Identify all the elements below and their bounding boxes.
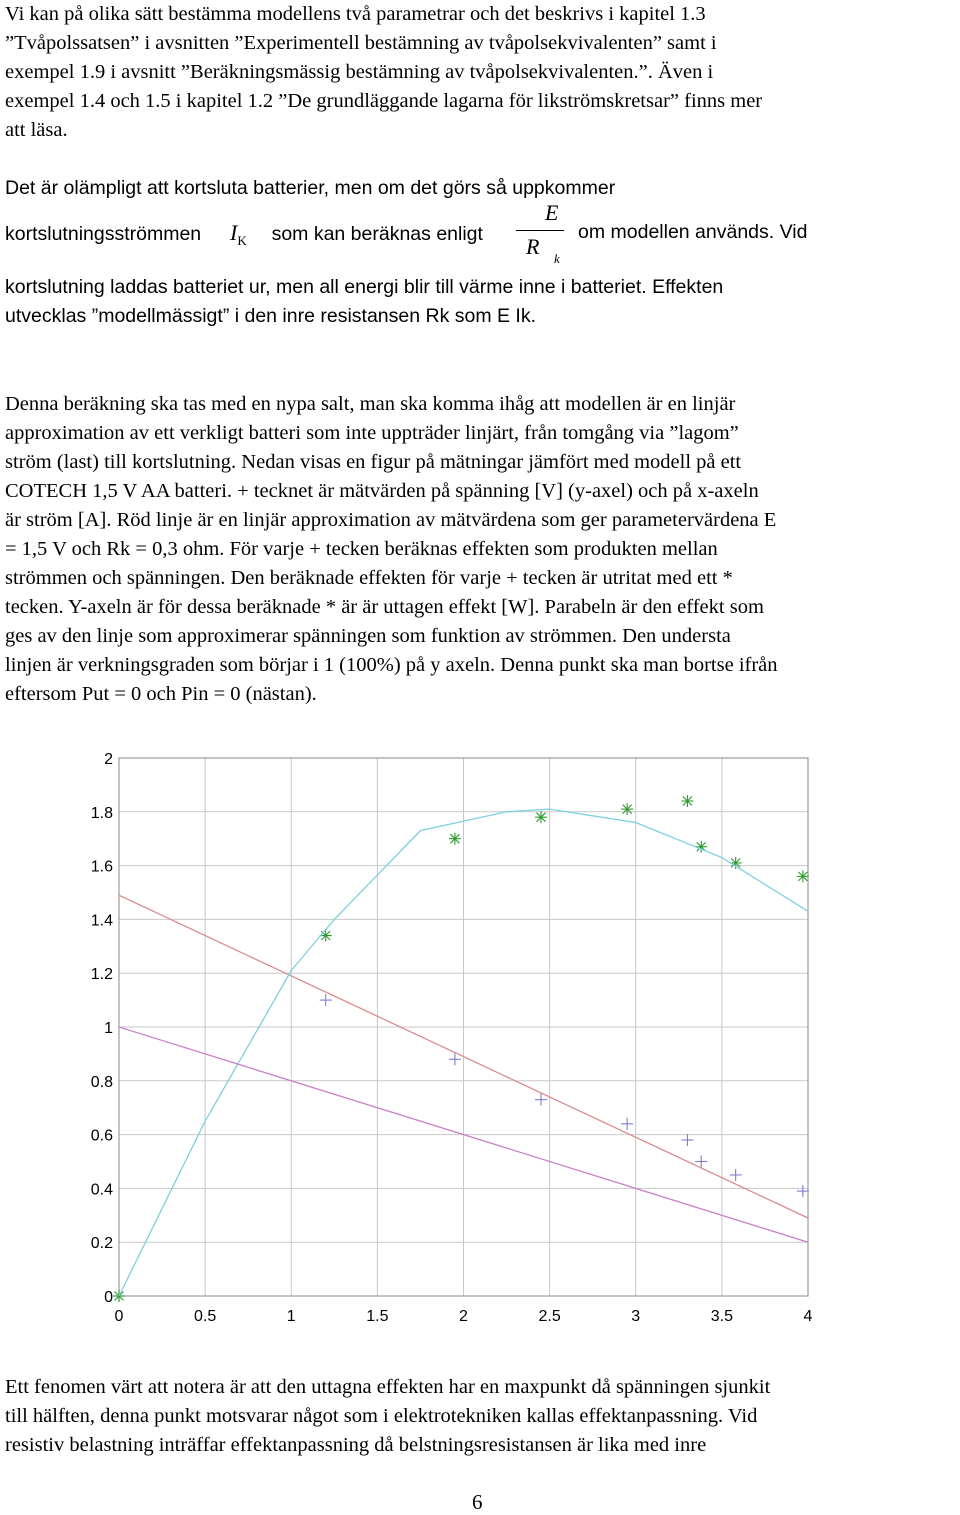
x-tick-label: 3.5 [710, 1308, 733, 1325]
fraction-numerator: E [545, 200, 559, 225]
paragraph-3-line-11: eftersom Put = 0 och Pin = 0 (nästan). [5, 683, 317, 705]
measurement-chart [0, 740, 960, 1340]
x-tick-label: 2.5 [538, 1308, 561, 1325]
plus-marker [797, 1185, 809, 1197]
symbol-I: I [230, 220, 238, 245]
paragraph-3-line-4: COTECH 1,5 V AA batteri. + tecknet är mätvärden på spänning [V] (y-axel) och på x-axeln [5, 480, 759, 502]
x-tick-label: 4 [803, 1308, 813, 1325]
paragraph-4-line-3: resistiv belastning inträffar effektanpassning då belstningsresistansen är lika med inre [5, 1434, 707, 1456]
star-marker [681, 795, 693, 807]
paragraph-3-line-5: är ström [A]. Röd linje är en linjär approximation av mätvärdena som ger parametervärdena E [5, 509, 777, 531]
y-tick-label: 0 [104, 1289, 113, 1306]
y-tick-label: 1.8 [90, 804, 113, 822]
x-tick-label: 2 [459, 1308, 468, 1325]
y-tick-label: 1.2 [90, 966, 113, 984]
page-number: 6 [472, 1490, 483, 1514]
paragraph-3-line-9: ges av den linje som approximerar spänningen som funktion av strömmen. Den understa [5, 625, 731, 647]
paragraph-1-line-1: Vi kan på olika sätt bestämma modellens två parametrar och det beskrivs i kapitel 1.3 [5, 3, 706, 25]
y-tick-label: 1.6 [90, 858, 113, 876]
y-tick-label: 0.6 [90, 1127, 113, 1145]
paragraph-3-line-8: tecken. Y-axeln är för dessa beräknade * är är uttagen effekt [W]. Parabeln är den effekt som [5, 596, 764, 618]
y-tick-label: 0.4 [90, 1181, 113, 1199]
text-om-modellen: om modellen används. Vid [578, 221, 808, 243]
paragraph-2-line-2 [5, 218, 483, 255]
paragraph-1-line-5: att läsa. [5, 119, 68, 141]
x-tick-label: 3 [631, 1308, 641, 1325]
star-marker [449, 833, 461, 845]
star-marker [621, 803, 633, 815]
paragraph-3-line-1: Denna beräkning ska tas med en nypa salt, man ska komma ihåg att modellen är en linjär [5, 393, 736, 415]
fraction-denominator-subscript: k [554, 251, 560, 266]
x-tick-label: 1 [286, 1308, 296, 1325]
paragraph-4-line-1: Ett fenomen värt att notera är att den uttagna effekten har en maxpunkt då spänningen sjunkit [5, 1376, 771, 1398]
paragraph-3-line-2: approximation av ett verkligt batteri som inte uppträder linjärt, från tomgång via ”lagom” [5, 422, 739, 444]
paragraph-3-line-6: = 1,5 V och Rk = 0,3 ohm. För varje + tecken beräknas effekten som produkten mellan [5, 538, 718, 560]
x-tick-label: 1.5 [366, 1308, 389, 1325]
plus-marker [730, 1169, 742, 1181]
star-marker [535, 811, 547, 823]
paragraph-4-line-2: till hälften, denna punkt motsvarar något som i elektrotekniken kallas effektanpassning. Vid [5, 1405, 758, 1427]
paragraph-1-line-4: exempel 1.4 och 1.5 i kapitel 1.2 ”De grundläggande lagarna för likströmskretsar” finns mer [5, 90, 763, 112]
x-tick-label: 0 [114, 1308, 124, 1325]
y-tick-label: 0.8 [90, 1073, 113, 1091]
text-som-kan-beraknas: som kan beräknas enligt [271, 223, 483, 245]
y-tick-label: 0.2 [90, 1235, 113, 1253]
paragraph-3-line-7: strömmen och spänningen. Den beräknade effekten för varje + tecken är utritat med ett * [5, 567, 733, 589]
plus-marker [681, 1134, 693, 1146]
plus-marker [621, 1118, 633, 1130]
plus-marker [320, 994, 332, 1006]
y-tick-label: 1 [104, 1020, 113, 1037]
text-kortslutningsstrommen: kortslutningsströmmen [5, 223, 202, 245]
paragraph-2-line-1: Det är olämpligt att kortsluta batterier, men om det görs så uppkommer [5, 177, 616, 199]
fraction-bar [516, 230, 564, 231]
paragraph-1-line-2: ”Tvåpolssatsen” i avsnitten ”Experimentell bestämning av tvåpolsekvivalenten” samt i [5, 32, 717, 54]
x-tick-label: 0.5 [194, 1308, 217, 1325]
star-marker [797, 870, 809, 882]
y-tick-label: 2 [104, 751, 113, 768]
paragraph-2-line-3: kortslutning laddas batteriet ur, men all energi blir till värme inne i batteriet. Effekten [5, 276, 724, 298]
paragraph-2-line-4: utvecklas ”modellmässigt” i den inre resistansen Rk som E Ik. [5, 305, 537, 327]
y-tick-label: 1.4 [90, 912, 113, 930]
paragraph-1-line-3: exempel 1.9 i avsnitt ”Beräkningsmässig bestämning av tvåpolsekvivalenten.”. Även i [5, 61, 714, 83]
fraction-denominator: R [526, 234, 540, 259]
paragraph-3-line-10: linjen är verkningsgraden som börjar i 1 (100%) på y axeln. Denna punkt ska man bortse ifrån [5, 654, 778, 676]
paragraph-3-line-3: ström (last) till kortslutning. Nedan visas en figur på mätningar jämfört med modell på ett [5, 451, 742, 473]
symbol-I-subscript: K [237, 232, 247, 248]
